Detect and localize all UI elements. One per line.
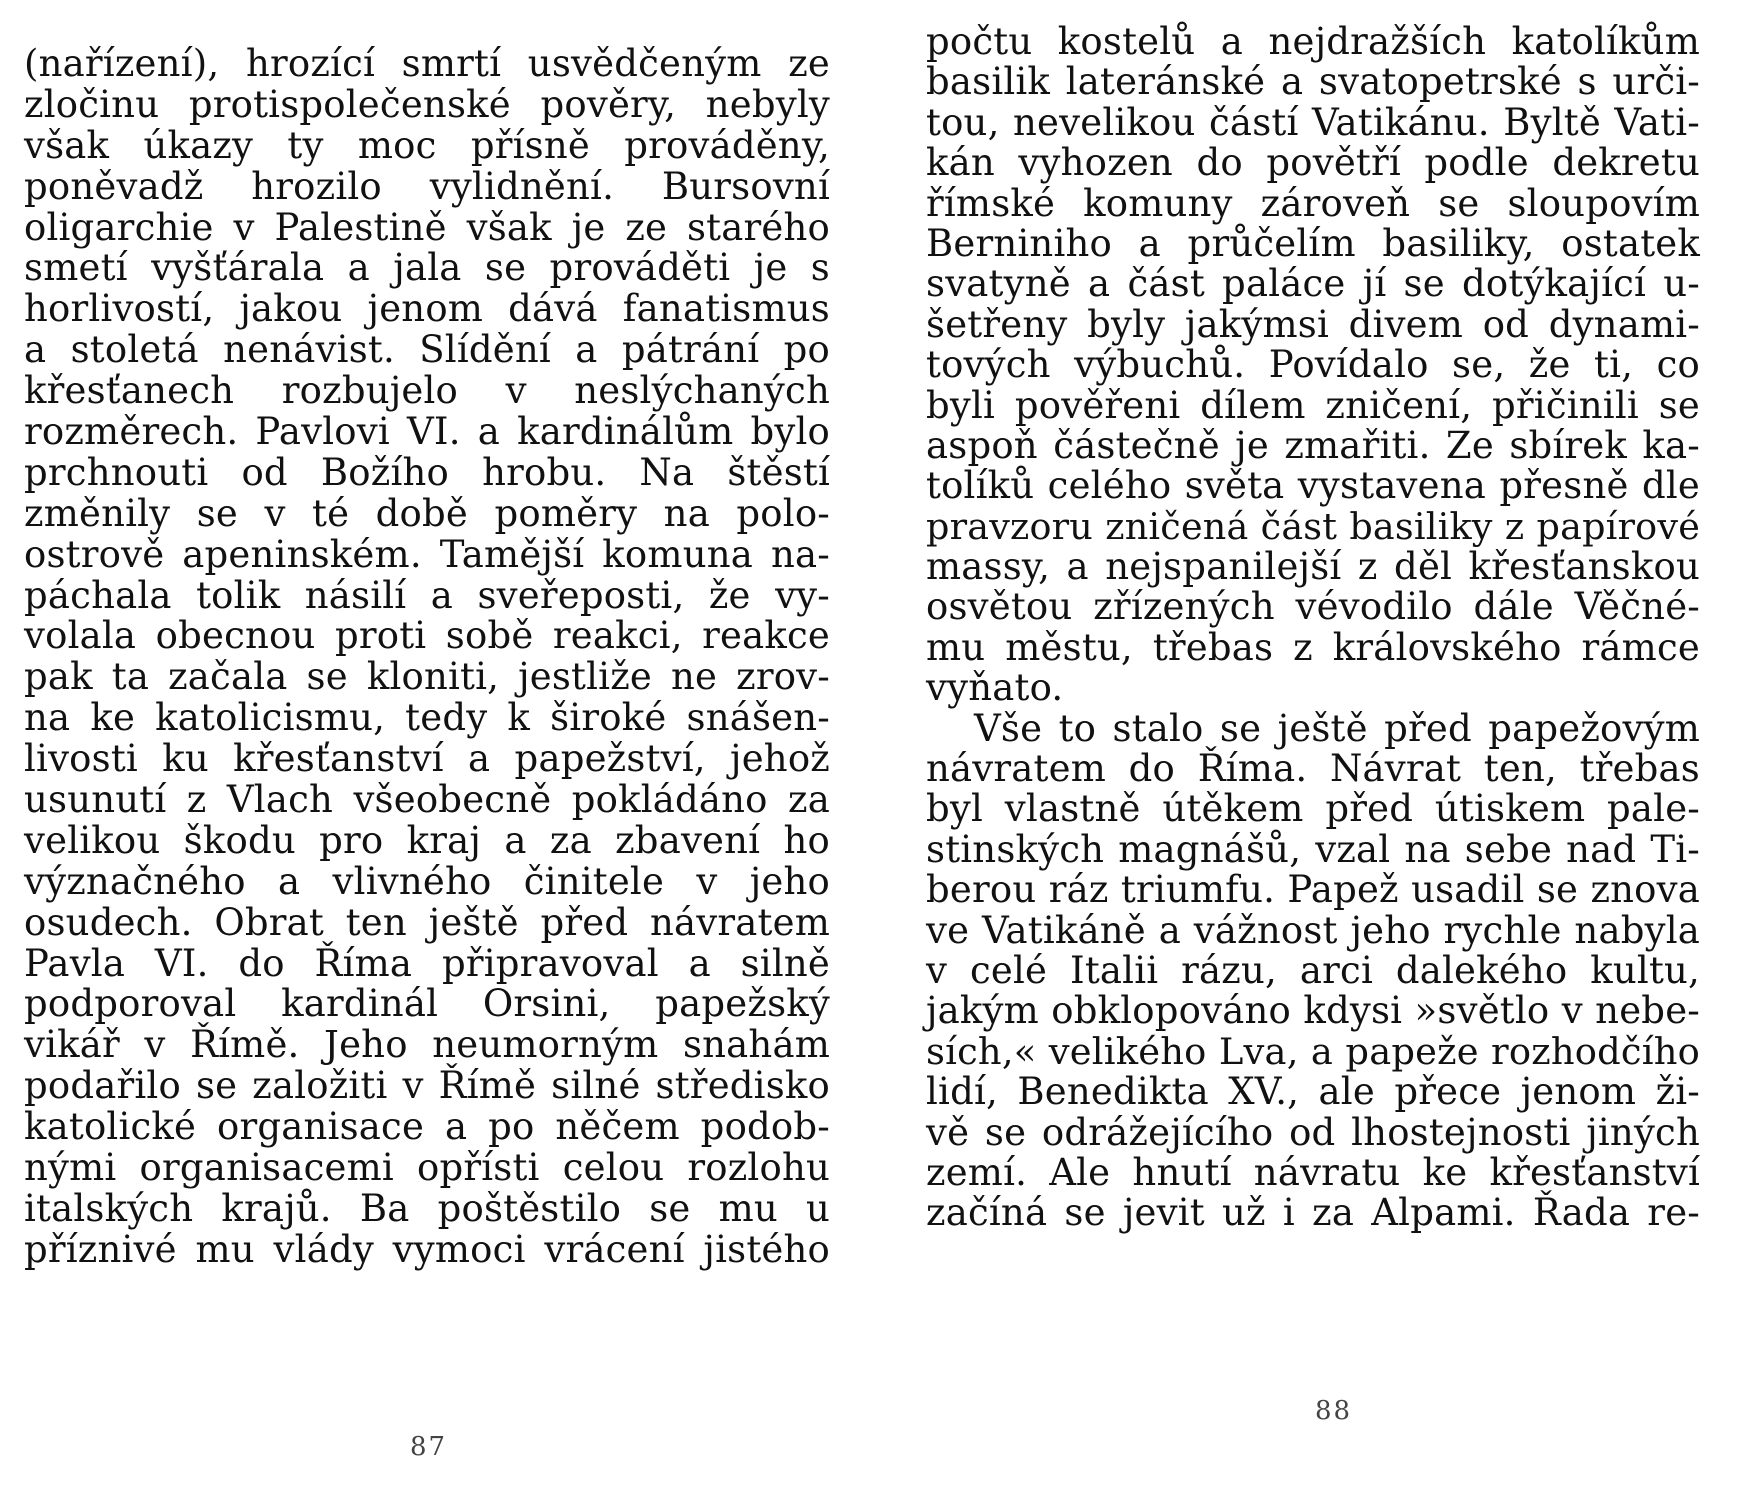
right-page-text <box>926 22 1700 1234</box>
text-line: byli pověřeni dílem zničení, přičinili se <box>926 383 1700 427</box>
text-line: zločinu protispolečenské pověry, nebyly <box>24 82 830 126</box>
right-page <box>874 0 1748 1500</box>
text-line: basilik lateránské a svatopetrské s urči- <box>926 60 1700 104</box>
text-line: massy, a nejspanilejší z děl křesťanskou <box>926 545 1700 589</box>
text-line: tových výbuchů. Povídalo se, že ti, co <box>926 343 1700 387</box>
text-line: podporoval kardinál Orsini, papežský <box>24 982 830 1026</box>
text-line: vě se odrážejícího od lhostejnosti jiných <box>926 1110 1700 1154</box>
text-line: tou, nevelikou částí Vatikánu. Byltě Vati- <box>926 100 1700 144</box>
text-line: tolíků celého světa vystavena přesně dle <box>926 464 1700 508</box>
text-line: v celé Italii rázu, arci dalekého kultu, <box>926 948 1700 992</box>
text-line: ve Vatikáně a vážnost jeho rychle nabyla <box>926 908 1700 952</box>
text-line: začíná se jevit už i za Alpami. Řada re- <box>926 1191 1700 1235</box>
text-line: Pavla VI. do Říma připravoval a silně <box>24 941 830 985</box>
text-line: osvětou zřízených vévodilo dále Věčné- <box>926 585 1700 629</box>
text-line: rozměrech. Pavlovi VI. a kardinálům bylo <box>24 410 830 454</box>
text-line: křesťanech rozbujelo v neslýchaných <box>24 369 830 413</box>
text-line: volala obecnou proti sobě reakci, reakce <box>24 614 830 658</box>
text-line: návratem do Říma. Návrat ten, třebas <box>926 747 1700 791</box>
text-line: zemí. Ale hnutí návratu ke křesťanství <box>926 1150 1700 1194</box>
text-line: Berniniho a průčelím basiliky, ostatek <box>926 221 1700 265</box>
text-line: římské komuny zároveň se sloupovím <box>926 181 1700 225</box>
text-line: sích,« velikého Lva, a papeže rozhodčího <box>926 1029 1700 1073</box>
text-line: pak ta začala se kloniti, jestliže ne zrov- <box>24 655 830 699</box>
text-line: nými organisacemi opřísti celou rozlohu <box>24 1146 830 1190</box>
text-line: však úkazy ty moc přísně prováděny, <box>24 123 830 167</box>
page-number: 87 <box>410 1432 448 1462</box>
text-line: livosti ku křesťanství a papežství, jehož <box>24 737 830 781</box>
text-line: šetřeny byly jakýmsi divem od dynami- <box>926 302 1700 346</box>
text-line: počtu kostelů a nejdražších katolíkům <box>926 20 1700 63</box>
text-line: na ke katolicismu, tedy k široké snášen- <box>24 696 830 740</box>
text-line: Vše to stalo se ještě před papežovým <box>974 706 1700 750</box>
text-line: pravzoru zničená část basiliky z papírové <box>926 504 1700 548</box>
text-line: katolické organisace a po něčem podob- <box>24 1105 830 1149</box>
text-line: změnily se v té době poměry na polo- <box>24 491 830 535</box>
left-page-text <box>24 44 830 1271</box>
text-line: italských krajů. Ba poštěstilo se mu u <box>24 1186 830 1230</box>
text-line: význačného a vlivného činitele v jeho <box>24 859 830 903</box>
text-line: berou ráz triumfu. Papež usadil se znova <box>926 868 1700 912</box>
text-line: poněvadž hrozilo vylidnění. Bursovní <box>24 164 830 208</box>
text-line: kán vyhozen do povětří podle dekretu <box>926 141 1700 185</box>
text-line: velikou škodu pro kraj a za zbavení ho <box>24 818 830 862</box>
text-line: a stoletá nenávist. Slídění a pátrání po <box>24 328 830 372</box>
text-line: usunutí z Vlach všeobecně pokládáno za <box>24 778 830 822</box>
text-line: páchala tolik násilí a sveřeposti, že vy- <box>24 573 830 617</box>
text-line: příznivé mu vlády vymoci vrácení jistého <box>24 1227 830 1271</box>
text-line: vyňato. <box>926 666 1064 710</box>
text-line: svatyně a část paláce jí se dotýkající u- <box>926 262 1700 306</box>
text-line: vikář v Římě. Jeho neumorným snahám <box>24 1023 830 1067</box>
text-line: osudech. Obrat ten ještě před návratem <box>24 900 830 944</box>
text-line: byl vlastně útěkem před útiskem pale- <box>926 787 1700 831</box>
text-line: oligarchie v Palestině však je ze starého <box>24 205 830 249</box>
text-line: smetí vyšťárala a jala se prováděti je s <box>24 246 830 290</box>
text-line: mu městu, třebas z královského rámce <box>926 625 1700 669</box>
text-line: podařilo se založiti v Římě silné středisko <box>24 1064 830 1108</box>
text-line: aspoň částečně je zmařiti. Ze sbírek ka- <box>926 423 1700 467</box>
text-line: ostrově apeninském. Tamější komuna na- <box>24 532 830 576</box>
text-line: jakým obklopováno kdysi »světlo v nebe- <box>926 989 1700 1033</box>
text-line: lidí, Benedikta XV., ale přece jenom ži- <box>926 1070 1700 1114</box>
text-line: stinských magnášů, vzal na sebe nad Ti- <box>926 827 1700 871</box>
page-number: 88 <box>1315 1396 1353 1426</box>
text-line: (nařízení), hrozící smrtí usvědčeným ze <box>24 42 830 85</box>
text-line: prchnouti od Božího hrobu. Na štěstí <box>24 450 830 494</box>
text-line: horlivostí, jakou jenom dává fanatismus <box>24 287 830 331</box>
